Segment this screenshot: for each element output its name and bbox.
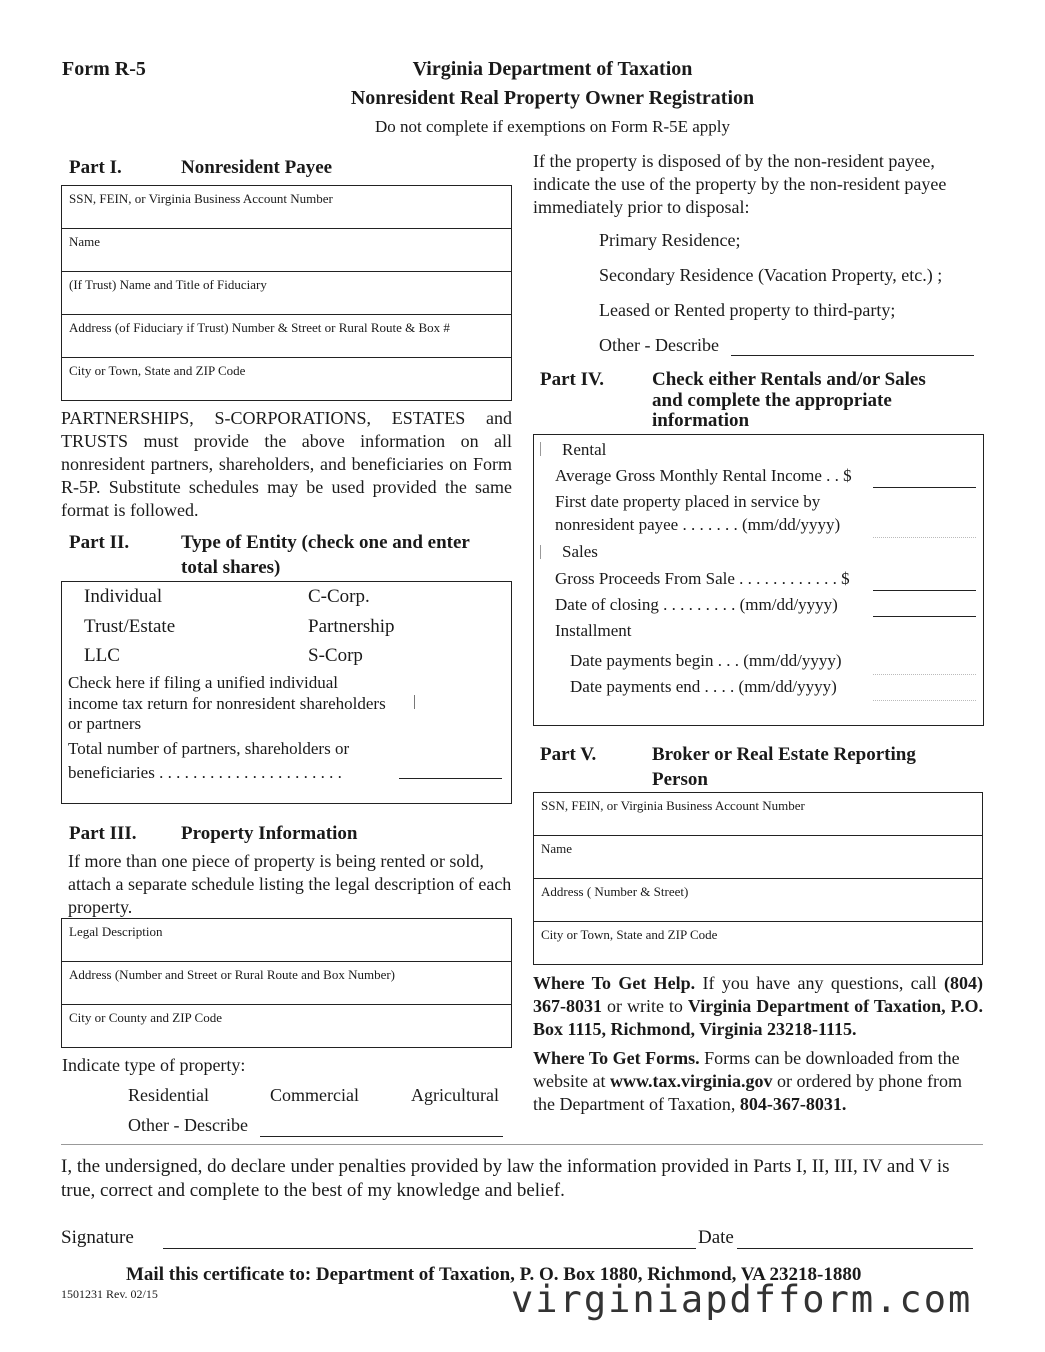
part4-title-line3: information xyxy=(652,410,750,431)
total-shares-line1: Total number of partners, shareholders or xyxy=(68,739,350,758)
website-link[interactable]: www.tax.virginia.gov xyxy=(609,1071,773,1091)
rental-label: Rental xyxy=(562,440,607,459)
partnerships-note: PARTNERSHIPS, S-CORPORATIONS, ESTATES and TRUSTS must provide the above information on all nonresident partners, shareholders, and beneficiaries on Form R-5P. Substitute schedules may be used provided the same format is followed. xyxy=(61,408,512,520)
broker-address-field[interactable]: Address ( Number & Street) xyxy=(533,878,983,922)
signature-label: Signature xyxy=(61,1227,134,1248)
disposal-other: Other - Describe xyxy=(599,335,719,355)
part4-number: Part IV. xyxy=(540,369,605,390)
date-input[interactable] xyxy=(737,1248,973,1249)
property-type-residential[interactable]: Residential xyxy=(128,1085,209,1105)
property-other-input[interactable] xyxy=(260,1136,503,1137)
closing-date-input[interactable] xyxy=(873,616,976,617)
total-shares-line2: beneficiaries . . . . . . . . . . . . . . . . . . . . . . xyxy=(68,763,342,782)
disposal-primary-residence[interactable]: Primary Residence; xyxy=(599,230,741,250)
payments-end-label: Date payments end . . . . (mm/dd/yyyy) xyxy=(570,677,837,696)
part3-title: Property Information xyxy=(181,823,358,844)
payments-end-input[interactable] xyxy=(873,700,976,702)
payee-address-field[interactable]: Address (of Fiduciary if Trust) Number & Street or Rural Route & Box # xyxy=(61,314,512,358)
agency-title: Virginia Department of Taxation xyxy=(412,58,693,80)
fiduciary-field[interactable]: (If Trust) Name and Title of Fiduciary xyxy=(61,271,512,315)
avg-income-label: Average Gross Monthly Rental Income . . $ xyxy=(555,466,852,485)
payee-name-field[interactable]: Name xyxy=(61,228,512,272)
entity-individual-option[interactable]: Individual xyxy=(84,586,163,607)
first-date-input[interactable] xyxy=(873,537,976,539)
sales-checkbox[interactable] xyxy=(540,545,541,559)
revision-code: 1501231 Rev. 02/15 xyxy=(61,1287,158,1301)
broker-id-field[interactable]: SSN, FEIN, or Virginia Business Account Number xyxy=(533,792,983,836)
entity-llc-option[interactable]: LLC xyxy=(84,645,120,666)
form-subtitle: Do not complete if exemptions on Form R-5E apply xyxy=(374,117,731,136)
part1-number: Part I. xyxy=(69,157,122,178)
entity-trust-option[interactable]: Trust/Estate xyxy=(84,616,176,637)
part4-title-line1: Check either Rentals and/or Sales xyxy=(652,369,926,390)
signature-input[interactable] xyxy=(163,1248,696,1249)
part5-number: Part V. xyxy=(540,744,597,765)
disposal-intro: If the property is disposed of by the non-resident payee, indicate the use of the property by the non-resident payee immediately prior to disposal: xyxy=(533,151,947,217)
disposal-leased-rented[interactable]: Leased or Rented property to third-party; xyxy=(599,300,896,320)
sales-label: Sales xyxy=(562,542,598,561)
payee-id-field[interactable]: SSN, FEIN, or Virginia Business Account Number xyxy=(61,185,512,229)
help-paragraph: Where To Get Help. If you have any questions, call (804) 367-8031 or write to Virginia Department of Taxation, P.O. Box 1115, Richmond, Virginia 23218-1115. xyxy=(533,973,984,1039)
date-label: Date xyxy=(698,1227,734,1248)
property-type-other: Other - Describe xyxy=(128,1115,248,1135)
entity-ccorp-option[interactable]: C-Corp. xyxy=(308,586,370,607)
part4-title-line2: and complete the appropriate xyxy=(652,390,892,411)
watermark: virginiapdfform.com xyxy=(511,1278,973,1321)
property-address-field[interactable]: Address (Number and Street or Rural Route and Box Number) xyxy=(61,961,512,1005)
part2-title-line2: total shares) xyxy=(181,557,281,578)
rental-checkbox[interactable] xyxy=(540,442,541,456)
property-type-prompt: Indicate type of property: xyxy=(62,1055,246,1075)
unified-return-line2: income tax return for nonresident shareholders xyxy=(68,694,386,713)
gross-proceeds-input[interactable] xyxy=(873,590,976,591)
forms-paragraph: Where To Get Forms. Forms can be downloaded from the website at www.tax.virginia.gov or ordered by phone from the Department of Taxation, 804-367-8031. xyxy=(533,1048,962,1114)
first-date-line2: nonresident payee . . . . . . . (mm/dd/yyyy) xyxy=(555,515,841,534)
part5-title-line2: Person xyxy=(652,769,708,790)
part3-intro: If more than one piece of property is being rented or sold, attach a separate schedule listing the legal description of each property. xyxy=(68,851,512,917)
form-id: Form R-5 xyxy=(62,58,146,80)
part2-number: Part II. xyxy=(69,532,130,553)
part2-title-line1: Type of Entity (check one and enter xyxy=(181,532,470,553)
payee-city-field[interactable]: City or Town, State and ZIP Code xyxy=(61,357,512,401)
part5-title-line1: Broker or Real Estate Reporting xyxy=(652,744,916,765)
forms-heading: Where To Get Forms. xyxy=(533,1048,700,1068)
entity-partnership-option[interactable]: Partnership xyxy=(308,616,395,637)
unified-return-line3: or partners xyxy=(68,714,142,733)
part1-title: Nonresident Payee xyxy=(181,157,333,178)
declaration-text: I, the undersigned, do declare under penalties provided by law the information provided in Parts I, II, III, IV and V is true, correct and complete to the best of my knowledge and belief. xyxy=(61,1156,950,1201)
avg-income-input[interactable] xyxy=(873,487,976,488)
property-type-commercial[interactable]: Commercial xyxy=(270,1085,359,1105)
entity-scorp-option[interactable]: S-Corp xyxy=(308,645,363,666)
gross-proceeds-label: Gross Proceeds From Sale . . . . . . . . . . . . $ xyxy=(555,569,850,588)
closing-date-label: Date of closing . . . . . . . . . (mm/dd/yyyy) xyxy=(555,595,838,614)
total-shares-input[interactable] xyxy=(399,778,502,779)
payments-begin-label: Date payments begin . . . (mm/dd/yyyy) xyxy=(570,651,842,670)
property-city-field[interactable]: City or County and ZIP Code xyxy=(61,1004,512,1048)
disposal-secondary-residence[interactable]: Secondary Residence (Vacation Property, etc.) ; xyxy=(599,265,943,285)
legal-description-field[interactable]: Legal Description xyxy=(61,918,512,962)
broker-city-field[interactable]: City or Town, State and ZIP Code xyxy=(533,921,983,965)
first-date-line1: First date property placed in service by xyxy=(555,492,821,511)
installment-label: Installment xyxy=(555,621,632,640)
payments-begin-input[interactable] xyxy=(873,674,976,676)
unified-return-checkbox[interactable] xyxy=(414,695,415,709)
part3-number: Part III. xyxy=(69,823,137,844)
disposal-other-input[interactable] xyxy=(731,355,974,356)
unified-return-line1: Check here if filing a unified individual xyxy=(68,673,339,692)
help-heading: Where To Get Help. xyxy=(533,973,696,993)
mail-instruction: Mail this certificate to: Department of Taxation, P. O. Box 1880, Richmond, VA 23218-1880 xyxy=(126,1264,862,1285)
section-divider xyxy=(61,1144,983,1145)
broker-name-field[interactable]: Name xyxy=(533,835,983,879)
form-title: Nonresident Real Property Owner Registration xyxy=(350,87,755,109)
property-type-agricultural[interactable]: Agricultural xyxy=(411,1085,499,1105)
